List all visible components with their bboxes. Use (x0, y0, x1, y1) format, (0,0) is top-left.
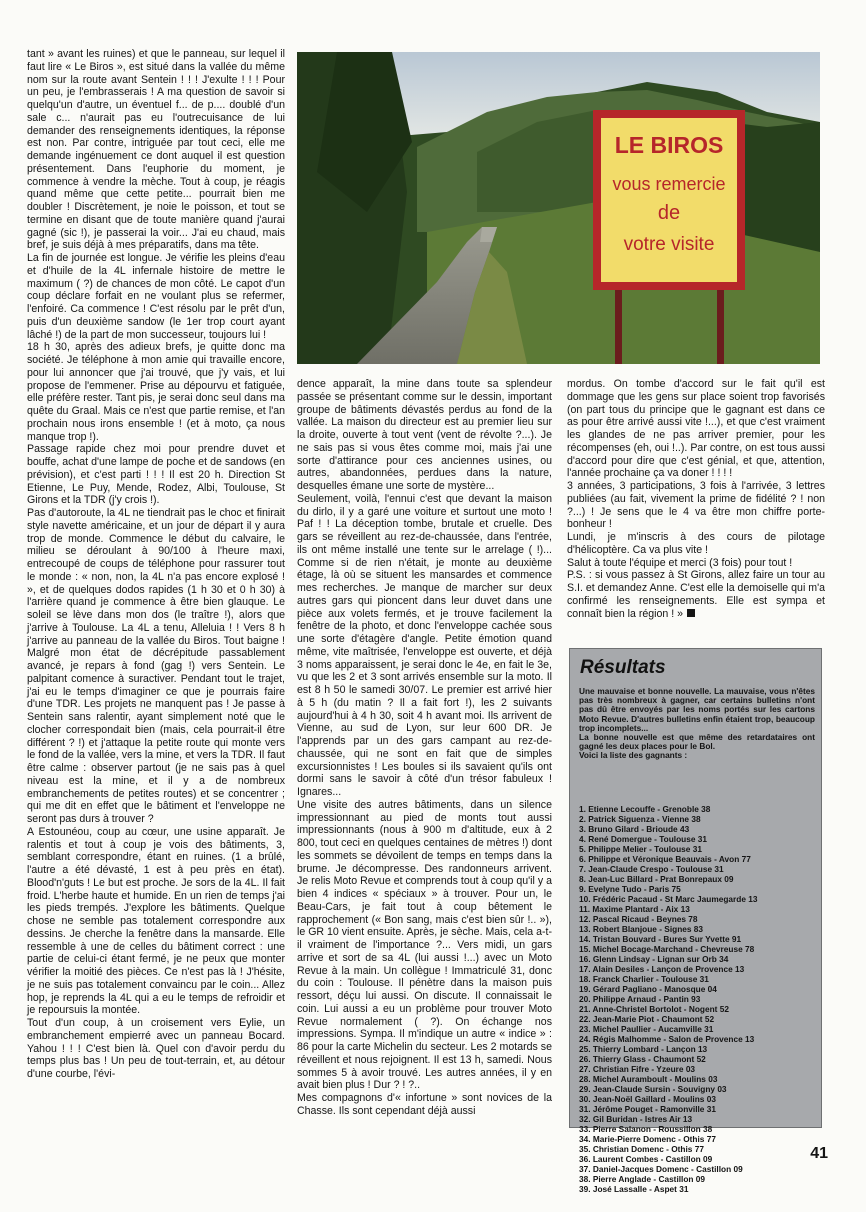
winner-item: 10. Frédéric Pacaud - St Marc Jaumegarde 13 (579, 894, 758, 904)
photo-road-sign (297, 52, 820, 364)
paragraph: Lundi, je m'inscris à des cours de pilotage d'hélicoptère. Ca va plus vite ! (567, 531, 825, 556)
winner-item: 33. Pierre Salanon - Roussillon 38 (579, 1124, 713, 1134)
winner-item: 27. Christian Fifre - Yzeure 03 (579, 1064, 696, 1074)
paragraph-ps (567, 569, 825, 620)
winner-item: 37. Daniel-Jacques Domenc - Castillon 09 (579, 1164, 743, 1174)
winner-item: 31. Jérôme Pouget - Ramonville 31 (579, 1104, 716, 1114)
winner-item: 11. Maxime Plantard - Aix 13 (579, 904, 690, 914)
winner-item: 39. José Lassalle - Aspet 31 (579, 1184, 689, 1194)
winner-item: 25. Thierry Lombard - Lançon 13 (579, 1044, 708, 1054)
results-title: Résultats (580, 657, 666, 678)
winner-item: 22. Jean-Marie Piot - Chaumont 52 (579, 1014, 715, 1024)
winner-item: 16. Glenn Lindsay - Lignan sur Orb 34 (579, 954, 729, 964)
winner-item: 35. Christian Domenc - Othis 77 (579, 1144, 704, 1154)
winner-item: 24. Régis Malhomme - Salon de Provence 13 (579, 1034, 755, 1044)
winner-item: 20. Philippe Arnaud - Pantin 93 (579, 994, 701, 1004)
paragraph: mordus. On tombe d'accord sur le fait qu'il est dommage que les gens sur place soient trop favorisés (on part tous du principe que le gagnant est dans ce as pour être arrivé aussi vite !...), et que c'est vraiment les glandes de ne pas arriver premier, pour les récompenses (eh, oui !..). Par contre, on est tous aussi d'accord pour dire que c'est génial, et que, attention, l'année prochaine ça va doner ! ! ! ! (567, 378, 825, 480)
winner-item: 36. Laurent Combes - Castillon 09 (579, 1154, 713, 1164)
sign-post-right (717, 284, 724, 364)
winner-item: 32. Gil Buridan - Istres Air 13 (579, 1114, 693, 1124)
paragraph: Une visite des autres bâtiments, dans un silence impressionnant au pied de monts tout aussi impressionnants (nous à 900 m d'altitude, eux à 2 800, tout ceci en quelques centaines de mètres !) dont les sommets se dévoilent de temps en temps dans la brume. Je décompresse. Des randonneurs arrivent. Je relis Moto Revue et comprends tout à coup qu'il y a bien 4 indices « spéciaux » à trouver. Pour un, le Beau-Cars, je fait tout à coup bêtement le rapprochement (« Bon sang, mais c'est bien sûr !.. »), le GR 10 vient ensuite. Après, je sèche. Mais, cela a-t-il vraiment de l'importance ?... Vers midi, un gars arrive et sort de sa 4L (lui aussi !...) avec un Moto Revue à la main. Un collègue ! Immatriculé 31, donc du coin : Toulouse. Il pénètre dans la maison puis ressort, déçu lui aussi. On discute. Il connaissait le coin. Lui aussi a eu un problème pour trouver Moto Revue normalement ( ?). On échange nos impressions. Sympa. Il m'indique un autre « indice » : 86 pour la carte Michelin du secteur. Les 2 motards se réveillent et nous rejoignent. Il est 13 h, samedi. Nous sommes 5 à avoir trouvé. Les autres années, il y en avait bien plus ! Dur ? ! ?.. (297, 798, 553, 1092)
winner-item: 15. Michel Bocage-Marchand - Chevreuse 78 (579, 944, 755, 954)
results-intro (579, 687, 815, 761)
sign-line-2: vous remercie (612, 174, 726, 194)
end-of-article-square (687, 609, 695, 617)
sign-line-4: votre visite (623, 234, 715, 255)
winners-list (579, 804, 815, 1194)
winner-item: 3. Bruno Gilard - Brioude 43 (579, 824, 690, 834)
paragraph: Seulement, voilà, l'ennui c'est que devant la maison du dirlo, il y a garé une voiture et surtout une moto ! Paf ! ! La déception tombe, brutale et cruelle. Des gars se réveillent au rez-de-chaussée, dans l'entrée, ils ont même installé une tente sur le arrelage ( !)... Comme si de rien n'était, je monte au deuxième étage, là où se situent les mansardes et commence mes recherches. Je manque de marcher sur deux autres gars qui pioncent dans leur duvet dans une pièce aux volets fermés, et je trouve facilement la fenêtre de la photo, et donc l'enveloppe cachée sous une sorte d'étagère d'angle. Petite émotion quand même, vite maîtrisée, l'enveloppe est ouverte, et déjà 3 noms apparaissent, je serai donc le 4e, en fait le 3e, vu que les 2 et 3 sont arrivés ensemble sur la moto. Il est 8 h 50 le samedi 30/07. Le premier est arrivé hier à 5 h (du matin ? Il a fait fort !), les 2 suivants aujourd'hui à 4 h 30, soit 4 h avant moi. Ils arrivent de Vienne, au sud de Lyon, sur leur 600 DR. Je l'apprends par un des gars campant au rez-de-chaussée, qui ne sont en fait que de simples excursionnistes ! Les boules si ils savaient qu'ils ont dormi sans le savoir à côté d'un trésor fabuleux ! Ignares... (297, 492, 552, 798)
sign-line-1: LE BIROS (614, 132, 724, 158)
winner-item: 4. René Domergue - Toulouse 31 (579, 834, 708, 844)
winner-item: 21. Anne-Christel Bortolot - Nogent 52 (579, 1004, 729, 1014)
paragraph: 18 h 30, après des adieux brefs, je quitte donc ma société. Je téléphone à mon amie qui travaille encore, pour lui annoncer que j'ai trouvé, que j'y vais, et lui propose de l'emmener. Prise au dépourvu et fatiguée, elle préfère rester. Tant pis, je serai donc seul dans ma quête du Graal. Mais ce n'est que partie remise, et l'an prochain nous irons ensemble ! (et à moto, ça nous manque trop !). (27, 341, 285, 443)
article-column-3 (567, 378, 825, 620)
winner-item: 13. Robert Blanjoue - Signes 83 (579, 924, 704, 934)
results-intro-paragraph: Voici la liste des gagnants : (579, 750, 688, 761)
paragraph: 3 années, 3 participations, 3 fois à l'arrivée, 3 lettres publiées (au fait, vivement la prime de fidélité ? ! non ?...) ! Je sens que le 4 va être mon chiffre porte-bonheur ! (567, 480, 825, 531)
winner-item: 28. Michel Auramboult - Moulins 03 (579, 1074, 718, 1084)
paragraph: A Estounéou, coup au cœur, une usine apparaît. Je ralentis et tout à coup je vois des bâtiments, 3, semblant correspondre, étant en ruines. (1 a brûlé, l'autre a été dévasté, 1 est à peu près en état). Blood'n'guts ! Le but est proche. Je sors de la 4L. Il fait froid. L'herbe haute et humide. En un rien de temps j'ai les pieds trempés. J'explore les bâtiments. Quelque chose ne semble pas totalement correspondre aux dessins. Je cherche la fenêtre dans la mansarde. Elle ressemble à une de celles du bâtiment correct : une partie de celui-ci étant fermé, je ne peux que monter vérifier la moitié des pièces. Ce n'est pas là ! J'hésite, je ne suis pas totalement convaincu par le coin... Allez hop, je reprends la 4L qui a eu le temps de refroidir et je repoursuis la montée. (27, 825, 285, 1017)
winner-item: 12. Pascal Ricaud - Beynes 78 (579, 914, 698, 924)
paragraph: Pas d'autoroute, la 4L ne tiendrait pas le choc et finirait style navette américaine, et un jour de départ il y aura trop de monde. Commence le début du calvaire, le milieu se déroulant à 90/100 à l'heure maxi, entrecoupé de coups de téléphone pour rassurer tout le monde : « non, non, la 4L n'a pas encore explosé ! », et de quelques dodos rapides (1 h 30 et 0 h 30) à l'arrière quand je commence à être bien glauque. Le soleil se lève dans mon dos (le traître !), alors que j'arrive à Toulouse. La 4L a tenu, Alleluia ! ! Vers 8 h j'arrive au panneau de la vallée du Biros. Tout baigne ! Malgré mon état de décrépitude passablement avancé, je repars à fond (gag !) vers Sentein. Le palpitant comence à suractiver. Pendant tout le trajet, j'ai eu le temps d'imaginer ce que je pourrais faire d'une TDR. Les projets ne manquent pas ! Je passe à Sentein sans ralentir, ayant simplement noté que le clocher correspondait bien (mais, cela pourrait-il être différent ? !) et j'attaque la petite route qui monte vers le fond de la vallée, vers la mine, et vers la TDR. Il faut être calme : observer partout (je ne sais pas à quel niveau est la mine, et il y a de nombreux embranchements de petites routes) et se concentrer ; qui me dit en effet que le bâtiment et l'enveloppe ne seront pas durs à trouver ? (27, 507, 285, 825)
winner-item: 26. Thierry Glass - Chaumont 52 (579, 1054, 706, 1064)
winner-item: 38. Pierre Anglade - Castillon 09 (579, 1174, 706, 1184)
results-intro-paragraph: La bonne nouvelle est que même des retardataires ont gagné les deux places pour le Bol. (579, 732, 815, 752)
winner-item: 17. Alain Desiles - Lançon de Provence 13 (579, 964, 745, 974)
winner-item: 8. Jean-Luc Billard - Prat Bonrepaux 09 (579, 874, 734, 884)
paragraph: tant » avant les ruines) et que le panneau, sur lequel il faut lire « Le Biros », est situé dans la vallée du même nom sur la route avant Sentein ! ! ! J'exulte ! ! ! Pour un peu, je l'embrasserais ! A ma question de savoir si quelqu'un d'autre, un éventuel f... de p.... doublé d'un sale c... n'aurait pas eu l'outrecuisance de lui demander des renseignements identiques, la réponse est non. Par contre, intriguée par tout ceci, elle me demande ingénuement ce dont auquel il est question présentement. Dans l'euphorie du moment, je commence à vendre la mèche. Tout à coup, je réagis quand même que cette petite... pourrait bien me doubler ! Discrètement, je noie le poisson, et tout se termine en disant que de toute manière quand j'aurai gagné (sic !), je passerai la voir... J'ai eu chaud, mais bref, je suis déjà à mes préparatifs, dans ma tête. (27, 48, 285, 252)
winner-item: 9. Evelyne Tudo - Paris 75 (579, 884, 681, 894)
winner-item: 30. Jean-Noël Gaillard - Moulins 03 (579, 1094, 716, 1104)
paragraph: La fin de journée est longue. Je vérifie les pleins d'eau et d'huile de la 4L infernale histoire de mettre le maximum ( ?) de chances de mon côté. Le capot d'un coup déclare forfait en ne voulant plus se refermer, l'enfoiré. Ca commence ! C'est résolu par le prêt d'un, puis d'un deuxième sandow (le 1er trop court ayant lâché !) de la part de mon successeur, toujours lui ! (27, 252, 285, 341)
paragraph: Passage rapide chez moi pour prendre duvet et bouffe, achat d'une lampe de poche et de sandows (en prévision), et c'est parti ! ! ! Il est 20 h. Direction St Etienne, Le Puy, Mende, Rodez, Albi, Toulouse, St Girons et la TDR (j'y crois !). (27, 443, 285, 507)
winner-item: 5. Philippe Melier - Toulouse 31 (579, 844, 702, 854)
winner-item: 7. Jean-Claude Crespo - Toulouse 31 (579, 864, 724, 874)
winner-item: 1. Etienne Lecouffe - Grenoble 38 (579, 804, 711, 814)
results-box (569, 648, 822, 1194)
article-column-1 (27, 48, 285, 1081)
winner-item: 29. Jean-Claude Sursin - Souvigny 03 (579, 1084, 727, 1094)
paragraph: Salut à toute l'équipe et merci (3 fois) pour tout ! (567, 556, 793, 569)
results-intro-paragraph: Une mauvaise et bonne nouvelle. La mauvaise, vous n'êtes pas très nombreux à gagner, car certains bulletins n'ont pas dû être envoyés par les noms portés sur les cartons Moto Revue. D'autres bulletins enfin étaient trop, beaucoup trop incomplets... (579, 686, 815, 733)
winner-item: 18. Franck Charlier - Toulouse 31 (579, 974, 709, 984)
winner-item: 23. Michel Paullier - Aucamville 31 (579, 1024, 714, 1034)
page-number: 41 (810, 1145, 828, 1162)
article-column-2 (297, 378, 552, 1118)
winner-item: 2. Patrick Siguenza - Vienne 38 (579, 814, 701, 824)
paragraph: dence apparaît, la mine dans toute sa splendeur passée se présentant comme sur le dessin, important groupe de bâtiments dévastés perdus au fond de la vallée. La maison du directeur est au premier lieu sur la droite, ouverte à tout vent (vent de révolte ?...). Je ne sais pas si vous êtes comme moi, mais j'ai une sorte d'attirance pour ces anciennes usines, ou autres, abandonnées, perdues dans la nature, desquelles émane une sorte de mystère... (297, 378, 552, 492)
winner-item: 14. Tristan Bouvard - Bures Sur Yvette 91 (579, 934, 742, 944)
winner-item: 34. Marie-Pierre Domenc - Othis 77 (579, 1134, 716, 1144)
sign-line-3: de (657, 202, 681, 224)
winner-item: 19. Gérard Pagliano - Manosque 04 (579, 984, 717, 994)
sign-post-left (615, 284, 622, 364)
paragraph: Mes compagnons d'« infortune » sont novices de la Chasse. Ils sont cependant déjà aussi (297, 1092, 552, 1117)
paragraph: Tout d'un coup, à un croisement vers Eylie, un embranchement empierré avec un panneau Bocard. Yahou ! ! ! C'est bien là. Quel con d'avoir perdu du temps plus bas ! Un peu de tout-terrain, et, au détour d'une courbe, l'évi- (27, 1017, 285, 1080)
winner-item: 6. Philippe et Véronique Beauvais - Avon 77 (579, 854, 751, 864)
ps-text: P.S. : si vous passez à St Girons, allez faire un tour au S.I. et demandez Anne. C'est elle la demoiselle qui m'a confirmé les renseignements. Elle est sympa et connaît bien la région ! » (567, 569, 825, 620)
